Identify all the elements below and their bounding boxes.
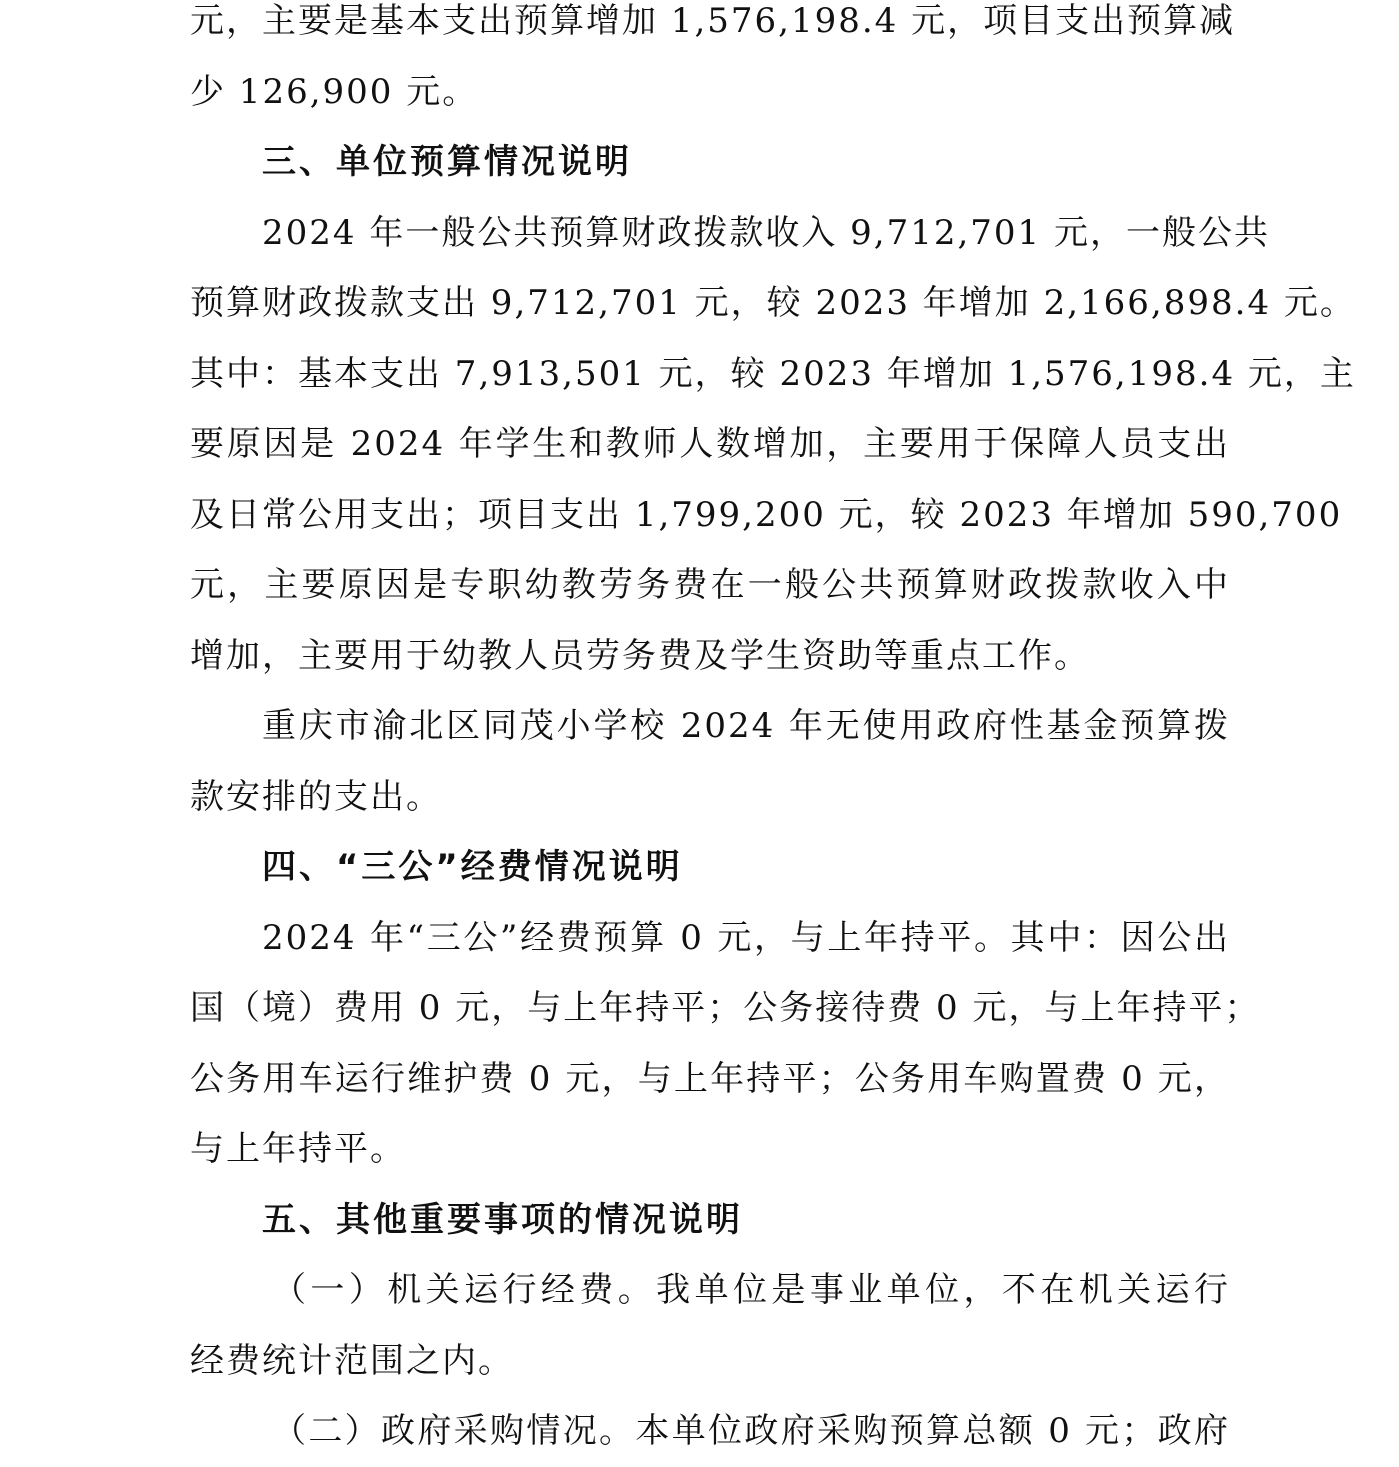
paragraph-line: 增加，主要用于幼教人员劳务费及学生资助等重点工作。	[190, 635, 1090, 676]
paragraph-line: 元，主要原因是专职幼教劳务费在一般公共预算财政拨款收入中	[190, 565, 1230, 605]
paragraph-line: （一）机关运行经费。我单位是事业单位，不在机关运行	[272, 1270, 1230, 1310]
section-heading: 四、“三公”经费情况说明	[262, 847, 683, 887]
paragraph-line: 元，主要是基本支出预算增加 1,576,198.4 元，项目支出预算减	[190, 1, 1236, 41]
paragraph-line: 与上年持平。	[190, 1129, 406, 1169]
paragraph-line: 重庆市渝北区同茂小学校 2024 年无使用政府性基金预算拨	[262, 706, 1230, 746]
paragraph-line: 2024 年一般公共预算财政拨款收入 9,712,701 元，一般公共	[262, 212, 1270, 253]
section-three	[190, 127, 1230, 198]
paragraph-line: 要原因是 2024 年学生和教师人数增加，主要用于保障人员支出	[190, 424, 1230, 464]
section-heading: 三、单位预算情况说明	[262, 142, 632, 182]
section-three-paragraph-2	[190, 691, 1230, 832]
paragraph-line: 及日常公用支出；项目支出 1,799,200 元，较 2023 年增加 590,700	[190, 494, 1343, 535]
paragraph-line: 公务用车运行维护费 0 元，与上年持平；公务用车购置费 0 元，	[190, 1058, 1230, 1099]
paragraph-line: 其中：基本支出 7,913,501 元，较 2023 年增加 1,576,198.4 元，主	[190, 353, 1356, 394]
section-four	[190, 832, 1230, 903]
document-page	[190, 0, 1356, 1467]
paragraph-line: 少 126,900 元。	[190, 71, 479, 112]
continued-paragraph	[190, 0, 1236, 127]
paragraph-line: （二）政府采购情况。本单位政府采购预算总额 0 元；政府	[272, 1411, 1230, 1451]
section-five	[190, 1185, 1230, 1256]
section-four-paragraph	[190, 903, 1261, 1185]
paragraph-line: 预算财政拨款支出 9,712,701 元，较 2023 年增加 2,166,898.4 元。	[190, 283, 1356, 323]
section-five-item-1	[190, 1255, 1230, 1396]
paragraph-line: 经费统计范围之内。	[190, 1340, 514, 1381]
section-heading: 五、其他重要事项的情况说明	[262, 1199, 743, 1240]
section-three-paragraph-1	[190, 198, 1356, 692]
paragraph-line: 国（境）费用 0 元，与上年持平；公务接待费 0 元，与上年持平；	[190, 988, 1261, 1028]
paragraph-line: 款安排的支出。	[190, 776, 442, 817]
section-five-item-2	[190, 1396, 1230, 1467]
paragraph-line: 2024 年“三公”经费预算 0 元，与上年持平。其中：因公出	[262, 917, 1230, 958]
